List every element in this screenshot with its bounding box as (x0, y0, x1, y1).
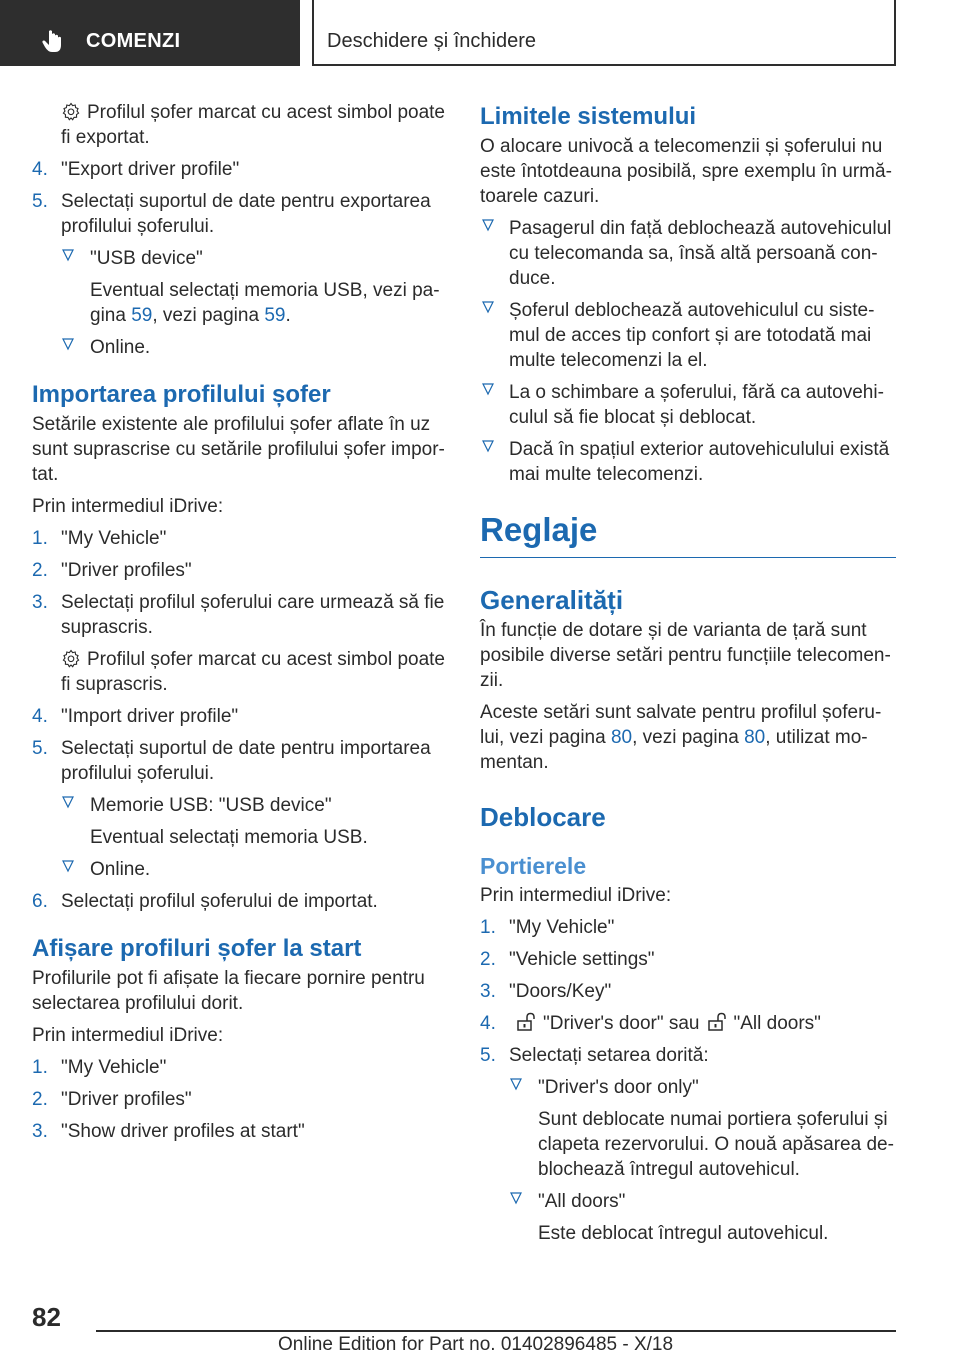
general-p1: În funcție de dotare și de varianta de țară sunt posibile diverse setări pentru funcțiile telecomen-zii. (480, 620, 891, 691)
doors-heading: Portierele (480, 853, 587, 879)
list-item: 1. "My Vehicle" (480, 917, 615, 938)
general-heading: Generalități (480, 585, 624, 615)
import-intro: Setările existente ale profilului șofer aflate în uz sunt suprascrise cu setările profilului șofer impor-tat. (32, 414, 445, 485)
import-idrive: Prin intermediul iDrive: (32, 496, 224, 517)
triangle-bullet-icon (62, 859, 74, 873)
page-link[interactable]: 59 (131, 305, 153, 326)
edition-note: Online Edition for Part no. 01402896485 - X/18 (278, 1334, 674, 1355)
triangle-bullet-icon (62, 248, 74, 262)
list-item: 2. "Driver profiles" (32, 1089, 192, 1110)
hand-pointer-icon (40, 28, 66, 54)
list-item: 5. Selectați setarea dorită: (480, 1045, 709, 1066)
page-link[interactable]: 80 (744, 727, 766, 748)
triangle-bullet-icon (482, 382, 494, 396)
export-symbol-note: Profilul șofer marcat cu acest simbol poate fi exportat. (61, 102, 445, 148)
bullet-item: "All doors" (480, 1189, 896, 1214)
limits-heading: Limitele sistemului (480, 103, 697, 130)
unlock-icon (706, 1012, 728, 1032)
bullet-item: Online. (32, 857, 448, 882)
import-heading: Importarea profilului șofer (32, 381, 331, 408)
list-item: 1. "My Vehicle" (32, 528, 167, 549)
doors-idrive: Prin intermediul iDrive: (480, 885, 672, 906)
unlock-icon (515, 1012, 537, 1032)
list-item: 5. Selectați suportul de date pentru importarea profilului șoferului. (32, 738, 431, 784)
list-item: 3. "Show driver profiles at start" (32, 1121, 305, 1142)
gear-icon (61, 649, 81, 669)
bullet-item: Memorie USB: "USB device" (32, 793, 448, 818)
triangle-bullet-icon (482, 300, 494, 314)
page-header (0, 0, 960, 66)
reglaje-heading: Reglaje (480, 509, 896, 558)
start-heading: Afișare profiluri șofer la start (32, 935, 362, 962)
triangle-bullet-icon (482, 439, 494, 453)
option2-note: Este deblocat întregul autovehicul. (538, 1223, 829, 1244)
bullet-item: Șoferul deblochează autovehiculul cu siste-mul de acces tip confort și are totodată mai multe telecomenzi la el. (480, 298, 896, 373)
chapter-title: Deschidere și închidere (327, 30, 536, 52)
export-usb-note: Eventual selectați memoria USB, vezi pa-gina 59, vezi pagina 59. (90, 280, 440, 326)
general-p2: Aceste setări sunt salvate pentru profilul șoferu-lui, vezi pagina 80, vezi pagina 80, utilizat mo-mentan. (480, 702, 882, 773)
list-item: 3. "Doors/Key" (480, 981, 612, 1002)
page-link[interactable]: 59 (264, 305, 286, 326)
left-column (32, 100, 448, 1151)
option1-note: Sunt deblocate numai portiera șoferului și clapeta rezervorului. O nouă apăsarea de-blochează întregul autovehicul. (538, 1109, 894, 1180)
list-item: 4. "Export driver profile" (32, 159, 240, 180)
section-title: COMENZI (86, 30, 181, 52)
triangle-bullet-icon (510, 1077, 522, 1091)
triangle-bullet-icon (482, 218, 494, 232)
bullet-item: Dacă în spațiul exterior autovehiculului există mai multe telecomenzi. (480, 437, 896, 487)
list-item: 3. Selectați profilul șoferului care urmează să fie suprascris. (32, 592, 445, 638)
bullet-item: "USB device" (32, 246, 448, 271)
start-idrive: Prin intermediul iDrive: (32, 1025, 224, 1046)
section-tab[interactable] (0, 0, 300, 66)
list-item: 2. "Driver profiles" (32, 560, 192, 581)
page-link[interactable]: 80 (610, 727, 633, 748)
page-number: 82 (32, 1302, 61, 1332)
triangle-bullet-icon (62, 337, 74, 351)
triangle-bullet-icon (510, 1191, 522, 1205)
import-symbol-note: Profilul șofer marcat cu acest simbol poate fi suprascris. (61, 649, 445, 695)
bullet-item: La o schimbare a șoferului, fără ca autovehi-culul să fie blocat și deblocat. (480, 380, 896, 430)
triangle-bullet-icon (62, 795, 74, 809)
list-item: 4. "Import driver profile" (32, 706, 239, 727)
import-usb-note: Eventual selectați memoria USB. (90, 827, 368, 848)
bullet-item: Online. (32, 335, 448, 360)
start-intro: Profilurile pot fi afișate la fiecare pornire pentru selectarea profilului dorit. (32, 968, 425, 1014)
chapter-tab[interactable] (312, 0, 896, 66)
list-item: 5. Selectați suportul de date pentru exportarea profilului șoferului. (32, 191, 431, 237)
bullet-item: Pasagerul din față deblochează autovehiculul cu telecomanda sa, însă altă persoană con-duce. (480, 216, 896, 291)
bullet-item: "Driver's door only" (480, 1075, 896, 1100)
unlock-heading: Deblocare (480, 802, 606, 832)
list-item: 4. "Driver's door" sau "All doors" (480, 1013, 821, 1034)
right-column (480, 100, 896, 1253)
footer-divider (96, 1330, 896, 1332)
list-item: 6. Selectați profilul șoferului de importat. (32, 891, 378, 912)
list-item: 2. "Vehicle settings" (480, 949, 655, 970)
list-item: 1. "My Vehicle" (32, 1057, 167, 1078)
gear-icon (61, 102, 81, 122)
limits-intro: O alocare univocă a telecomenzii și șoferului nu este întotdeauna posibilă, spre exemplu în urmă-toarele cazuri. (480, 136, 892, 207)
